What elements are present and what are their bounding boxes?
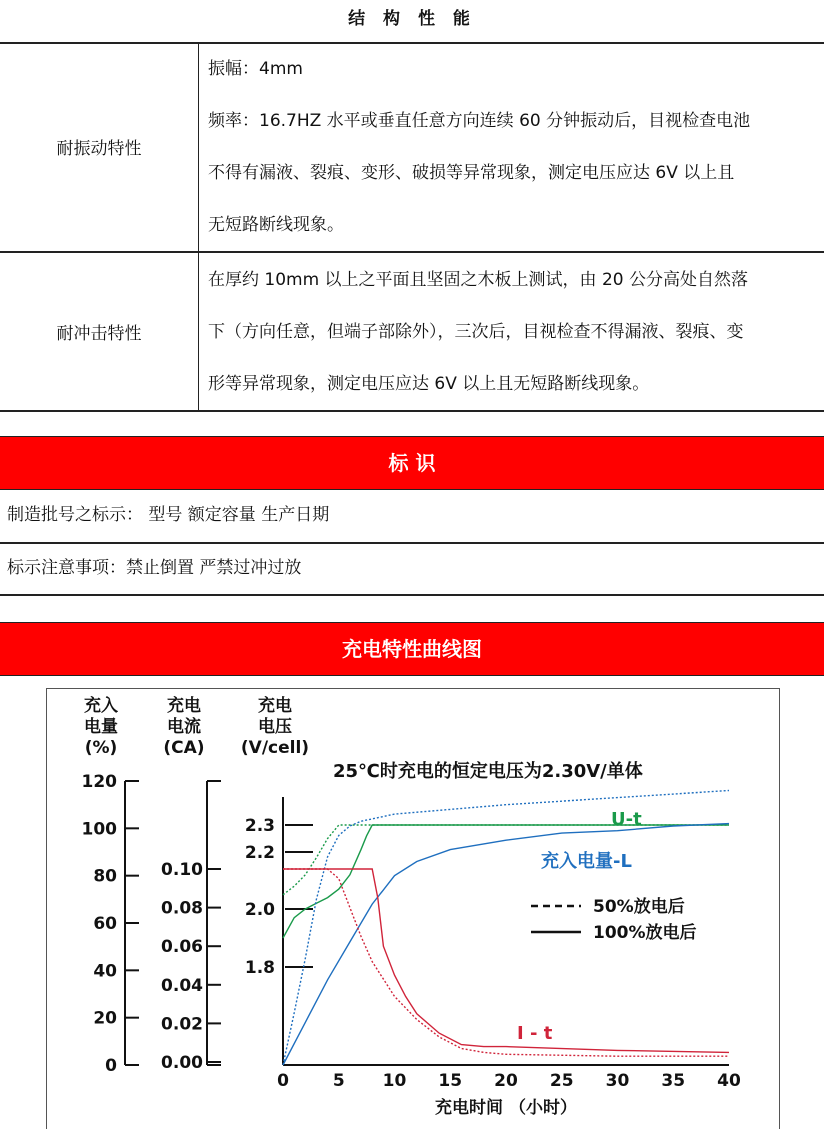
axis-header-label: 电压: [258, 716, 292, 737]
axis-header-label: 充入: [84, 695, 118, 716]
x-tick-label: 30: [606, 1071, 630, 1091]
x-tick-label: 35: [661, 1071, 685, 1091]
legend-label: 50%放电后: [593, 896, 685, 917]
x-tick-label: 25: [550, 1071, 574, 1091]
charging-chart-frame: [46, 688, 780, 1129]
content-line: 振幅：4mm: [208, 50, 824, 88]
series-line-l-solid: [283, 824, 729, 1065]
content-line: 形等异常现象，测定电压应达 6V 以上且无短路断线现象。: [208, 365, 824, 403]
marking-line-batch: 制造批号之标示： 型号 额定容量 生产日期: [0, 490, 824, 544]
axis-header-label: 充电: [167, 695, 201, 716]
tick-label-current: 0.04: [161, 976, 203, 996]
content-line: 无短路断线现象。: [208, 206, 824, 244]
x-tick-label: 40: [717, 1071, 741, 1091]
series-line-u-t-solid: [283, 825, 729, 938]
x-tick-label: 20: [494, 1071, 518, 1091]
legend-label: 100%放电后: [593, 922, 697, 943]
row-label: 耐振动特性: [0, 42, 199, 252]
axis-header-label: 电流: [167, 716, 201, 737]
section-title-chart: 充电特性曲线图: [0, 622, 824, 676]
axis-header-label: (CA): [163, 738, 204, 758]
tick-label-voltage: 2.2: [245, 843, 275, 863]
axis-header-label: (V/cell): [241, 738, 309, 758]
table-row: [0, 252, 824, 411]
row-content: [199, 252, 824, 411]
tick-label-voltage: 2.3: [245, 816, 275, 836]
tick-label-percent: 60: [93, 914, 117, 934]
row-label: 耐冲击特性: [0, 252, 199, 411]
tick-label-current: 0.02: [161, 1014, 203, 1034]
tick-label-percent: 100: [82, 819, 118, 839]
tick-label-current: 0.00: [161, 1053, 203, 1073]
chart-title: 25℃时充电的恒定电压为2.30V/单体: [333, 760, 643, 782]
axis-header-label: (%): [85, 738, 118, 758]
marking-line-notice: 标示注意事项：禁止倒置 严禁过冲过放: [0, 544, 824, 596]
table-row: [0, 42, 824, 252]
x-tick-label: 0: [277, 1071, 289, 1091]
tick-label-current: 0.06: [161, 937, 203, 957]
tick-label-current: 0.08: [161, 899, 203, 919]
axis-header-label: 电量: [84, 716, 118, 737]
content-line: 不得有漏液、裂痕、变形、破损等异常现象，测定电压应达 6V 以上且: [208, 154, 824, 192]
curve-annotation: U-t: [611, 809, 642, 830]
content-line: 频率：16.7HZ 水平或垂直任意方向连续 60 分钟振动后，目视检查电池: [208, 102, 824, 140]
tick-label-percent: 40: [93, 961, 117, 981]
content-line: 在厚约 10mm 以上之平面且坚固之木板上测试，由 20 公分高处自然落: [208, 261, 824, 299]
section-title-marking: 标 识: [0, 436, 824, 490]
row-content: [199, 42, 824, 252]
series-line-u-t-dashed: [283, 825, 729, 895]
content-line: 下（方向任意，但端子部除外），三次后，目视检查不得漏液、裂痕、变: [208, 313, 824, 351]
x-tick-label: 10: [383, 1071, 407, 1091]
curve-annotation: I - t: [517, 1023, 553, 1044]
section-title-structure: 结 构 性 能: [0, 0, 824, 44]
curve-annotation: 充入电量-L: [541, 850, 632, 872]
tick-label-current: 0.10: [161, 860, 203, 880]
tick-label-percent: 20: [93, 1009, 117, 1029]
x-axis-label: 充电时间 （小时）: [435, 1097, 577, 1118]
tick-label-percent: 120: [82, 772, 118, 792]
tick-label-voltage: 2.0: [245, 900, 275, 920]
x-tick-label: 15: [438, 1071, 462, 1091]
x-tick-label: 5: [333, 1071, 345, 1091]
structure-table: [0, 42, 824, 412]
tick-label-voltage: 1.8: [245, 958, 275, 978]
axis-header-label: 充电: [258, 695, 292, 716]
tick-label-percent: 0: [105, 1056, 117, 1076]
tick-label-percent: 80: [93, 867, 117, 887]
charging-characteristics-chart: [47, 689, 779, 1129]
